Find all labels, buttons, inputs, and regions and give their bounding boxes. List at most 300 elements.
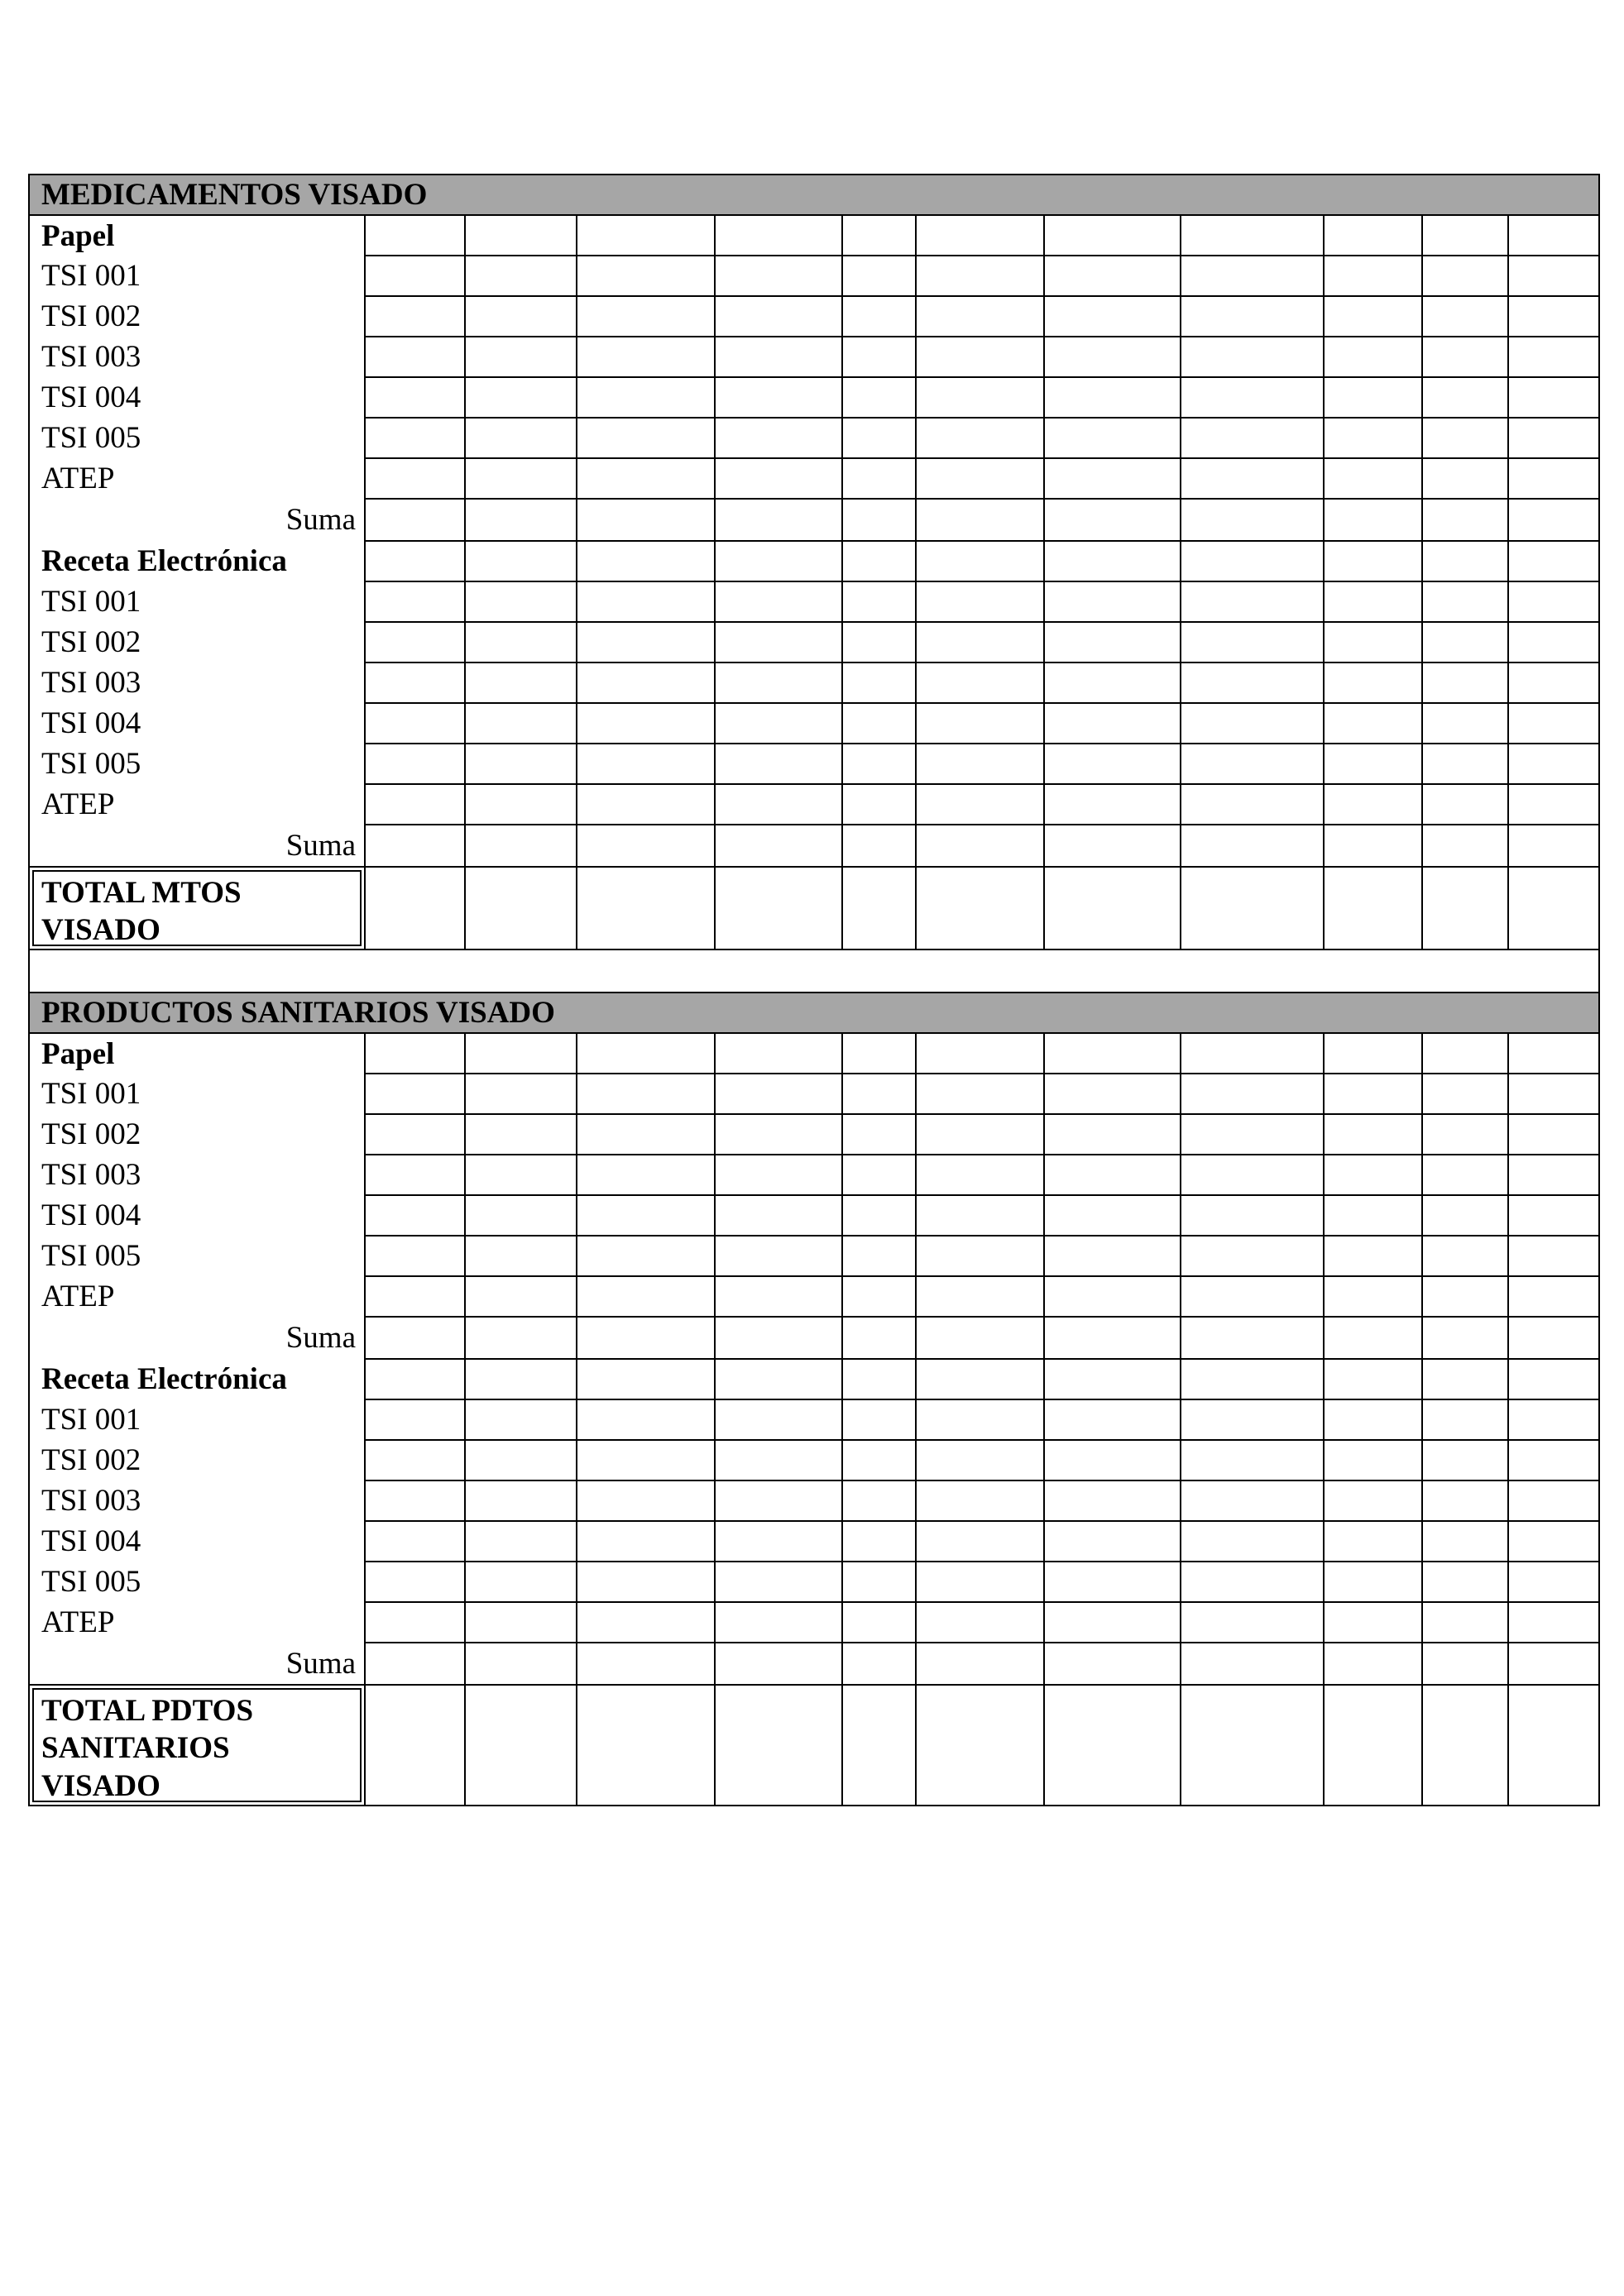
row-label-value-cell[interactable] — [1181, 1480, 1324, 1521]
row-label-value-cell[interactable] — [1181, 744, 1324, 784]
row-label-value-cell[interactable] — [577, 377, 715, 418]
row-label-value-cell[interactable] — [1508, 1440, 1599, 1480]
total-value-cell[interactable] — [1508, 867, 1599, 949]
row-label-value-cell[interactable] — [1422, 1440, 1508, 1480]
total-value-cell[interactable] — [577, 1685, 715, 1805]
row-label-value-cell[interactable] — [1422, 662, 1508, 703]
group-heading-value-cell[interactable] — [1181, 541, 1324, 581]
row-label-value-cell[interactable] — [916, 337, 1044, 377]
total-value-cell[interactable] — [715, 1685, 842, 1805]
row-label-value-cell[interactable] — [1181, 622, 1324, 662]
row-label-value-cell[interactable] — [1324, 1074, 1422, 1114]
sum-label-value-cell[interactable] — [1324, 825, 1422, 867]
row-label-value-cell[interactable] — [365, 458, 465, 499]
row-label-value-cell[interactable] — [1508, 703, 1599, 744]
row-label-value-cell[interactable] — [916, 418, 1044, 458]
row-label-value-cell[interactable] — [1422, 1074, 1508, 1114]
group-heading-value-cell[interactable] — [1044, 1033, 1181, 1074]
row-label-value-cell[interactable] — [1181, 1276, 1324, 1317]
row-label-value-cell[interactable] — [1324, 337, 1422, 377]
sum-label-value-cell[interactable] — [365, 825, 465, 867]
sum-label-value-cell[interactable] — [1508, 825, 1599, 867]
row-label-value-cell[interactable] — [577, 1155, 715, 1195]
sum-label-value-cell[interactable] — [465, 1317, 577, 1359]
row-label-value-cell[interactable] — [577, 296, 715, 337]
group-heading-value-cell[interactable] — [1422, 1359, 1508, 1399]
sum-label-value-cell[interactable] — [1508, 1643, 1599, 1685]
sum-label-value-cell[interactable] — [715, 499, 842, 541]
group-heading-value-cell[interactable] — [1181, 215, 1324, 256]
total-value-cell[interactable] — [1508, 1685, 1599, 1805]
row-label-value-cell[interactable] — [1508, 784, 1599, 825]
row-label-value-cell[interactable] — [916, 377, 1044, 418]
row-label-value-cell[interactable] — [842, 581, 916, 622]
row-label-value-cell[interactable] — [365, 1114, 465, 1155]
row-label-value-cell[interactable] — [842, 1562, 916, 1602]
row-label-value-cell[interactable] — [1324, 256, 1422, 296]
row-label-value-cell[interactable] — [916, 1562, 1044, 1602]
row-label-value-cell[interactable] — [465, 1114, 577, 1155]
row-label-value-cell[interactable] — [365, 1399, 465, 1440]
sum-label-value-cell[interactable] — [365, 499, 465, 541]
row-label-value-cell[interactable] — [842, 256, 916, 296]
row-label-value-cell[interactable] — [1508, 662, 1599, 703]
row-label-value-cell[interactable] — [1324, 1195, 1422, 1236]
sum-label-value-cell[interactable] — [715, 1643, 842, 1685]
row-label-value-cell[interactable] — [1508, 377, 1599, 418]
sum-label-value-cell[interactable] — [465, 825, 577, 867]
row-label-value-cell[interactable] — [465, 662, 577, 703]
row-label-value-cell[interactable] — [916, 1399, 1044, 1440]
row-label-value-cell[interactable] — [916, 1236, 1044, 1276]
row-label-value-cell[interactable] — [1044, 1074, 1181, 1114]
row-label-value-cell[interactable] — [1324, 1521, 1422, 1562]
group-heading-value-cell[interactable] — [1324, 1359, 1422, 1399]
row-label-value-cell[interactable] — [577, 1480, 715, 1521]
row-label-value-cell[interactable] — [1508, 418, 1599, 458]
row-label-value-cell[interactable] — [365, 1195, 465, 1236]
group-heading-value-cell[interactable] — [715, 541, 842, 581]
row-label-value-cell[interactable] — [1324, 622, 1422, 662]
row-label-value-cell[interactable] — [1044, 1276, 1181, 1317]
row-label-value-cell[interactable] — [916, 458, 1044, 499]
row-label-value-cell[interactable] — [1422, 784, 1508, 825]
row-label-value-cell[interactable] — [577, 1399, 715, 1440]
row-label-value-cell[interactable] — [1324, 1602, 1422, 1643]
sum-label-value-cell[interactable] — [842, 1643, 916, 1685]
sum-label-value-cell[interactable] — [715, 1317, 842, 1359]
total-value-cell[interactable] — [1181, 1685, 1324, 1805]
row-label-value-cell[interactable] — [1508, 1155, 1599, 1195]
sum-label-value-cell[interactable] — [365, 1643, 465, 1685]
row-label-value-cell[interactable] — [577, 1074, 715, 1114]
row-label-value-cell[interactable] — [1422, 581, 1508, 622]
group-heading-value-cell[interactable] — [577, 541, 715, 581]
row-label-value-cell[interactable] — [1044, 784, 1181, 825]
row-label-value-cell[interactable] — [715, 1562, 842, 1602]
row-label-value-cell[interactable] — [577, 622, 715, 662]
row-label-value-cell[interactable] — [715, 622, 842, 662]
row-label-value-cell[interactable] — [577, 256, 715, 296]
total-value-cell[interactable] — [1422, 867, 1508, 949]
row-label-value-cell[interactable] — [916, 296, 1044, 337]
row-label-value-cell[interactable] — [1324, 581, 1422, 622]
group-heading-value-cell[interactable] — [365, 215, 465, 256]
row-label-value-cell[interactable] — [1181, 337, 1324, 377]
row-label-value-cell[interactable] — [1181, 1562, 1324, 1602]
sum-label-value-cell[interactable] — [577, 1643, 715, 1685]
sum-label-value-cell[interactable] — [465, 499, 577, 541]
row-label-value-cell[interactable] — [577, 1276, 715, 1317]
row-label-value-cell[interactable] — [916, 1155, 1044, 1195]
row-label-value-cell[interactable] — [1181, 581, 1324, 622]
row-label-value-cell[interactable] — [1508, 1602, 1599, 1643]
group-heading-value-cell[interactable] — [365, 1359, 465, 1399]
total-value-cell[interactable] — [842, 1685, 916, 1805]
group-heading-value-cell[interactable] — [715, 215, 842, 256]
group-heading-value-cell[interactable] — [1508, 1033, 1599, 1074]
row-label-value-cell[interactable] — [1422, 744, 1508, 784]
row-label-value-cell[interactable] — [1422, 1480, 1508, 1521]
group-heading-value-cell[interactable] — [1044, 1359, 1181, 1399]
sum-label-value-cell[interactable] — [715, 825, 842, 867]
row-label-value-cell[interactable] — [1324, 1440, 1422, 1480]
group-heading-value-cell[interactable] — [1422, 215, 1508, 256]
row-label-value-cell[interactable] — [1422, 418, 1508, 458]
row-label-value-cell[interactable] — [465, 337, 577, 377]
row-label-value-cell[interactable] — [1044, 1114, 1181, 1155]
total-value-cell[interactable] — [577, 867, 715, 949]
row-label-value-cell[interactable] — [577, 337, 715, 377]
group-heading-value-cell[interactable] — [1324, 541, 1422, 581]
row-label-value-cell[interactable] — [715, 296, 842, 337]
row-label-value-cell[interactable] — [842, 662, 916, 703]
row-label-value-cell[interactable] — [1508, 1114, 1599, 1155]
sum-label-value-cell[interactable] — [1508, 499, 1599, 541]
row-label-value-cell[interactable] — [842, 1521, 916, 1562]
row-label-value-cell[interactable] — [1422, 1562, 1508, 1602]
sum-label-value-cell[interactable] — [1044, 1643, 1181, 1685]
row-label-value-cell[interactable] — [365, 418, 465, 458]
sum-label-value-cell[interactable] — [1324, 1643, 1422, 1685]
row-label-value-cell[interactable] — [1044, 744, 1181, 784]
row-label-value-cell[interactable] — [465, 1480, 577, 1521]
row-label-value-cell[interactable] — [465, 1195, 577, 1236]
row-label-value-cell[interactable] — [715, 337, 842, 377]
row-label-value-cell[interactable] — [1324, 744, 1422, 784]
group-heading-value-cell[interactable] — [577, 1359, 715, 1399]
row-label-value-cell[interactable] — [916, 1114, 1044, 1155]
row-label-value-cell[interactable] — [1422, 622, 1508, 662]
row-label-value-cell[interactable] — [465, 377, 577, 418]
row-label-value-cell[interactable] — [916, 784, 1044, 825]
sum-label-value-cell[interactable] — [577, 1317, 715, 1359]
row-label-value-cell[interactable] — [365, 784, 465, 825]
row-label-value-cell[interactable] — [1324, 1399, 1422, 1440]
total-value-cell[interactable] — [1324, 1685, 1422, 1805]
row-label-value-cell[interactable] — [916, 1480, 1044, 1521]
row-label-value-cell[interactable] — [715, 377, 842, 418]
total-value-cell[interactable] — [365, 1685, 465, 1805]
total-value-cell[interactable] — [1044, 867, 1181, 949]
row-label-value-cell[interactable] — [715, 1195, 842, 1236]
row-label-value-cell[interactable] — [1508, 1276, 1599, 1317]
row-label-value-cell[interactable] — [1324, 662, 1422, 703]
group-heading-value-cell[interactable] — [916, 215, 1044, 256]
sum-label-value-cell[interactable] — [1181, 1317, 1324, 1359]
sum-label-value-cell[interactable] — [1181, 1643, 1324, 1685]
row-label-value-cell[interactable] — [1181, 703, 1324, 744]
row-label-value-cell[interactable] — [1044, 1521, 1181, 1562]
group-heading-value-cell[interactable] — [916, 1359, 1044, 1399]
row-label-value-cell[interactable] — [1324, 784, 1422, 825]
row-label-value-cell[interactable] — [715, 1602, 842, 1643]
row-label-value-cell[interactable] — [1044, 418, 1181, 458]
row-label-value-cell[interactable] — [916, 1074, 1044, 1114]
row-label-value-cell[interactable] — [916, 1602, 1044, 1643]
row-label-value-cell[interactable] — [1508, 1521, 1599, 1562]
row-label-value-cell[interactable] — [715, 256, 842, 296]
row-label-value-cell[interactable] — [1181, 784, 1324, 825]
row-label-value-cell[interactable] — [916, 622, 1044, 662]
row-label-value-cell[interactable] — [916, 1195, 1044, 1236]
row-label-value-cell[interactable] — [465, 256, 577, 296]
row-label-value-cell[interactable] — [365, 256, 465, 296]
row-label-value-cell[interactable] — [715, 1114, 842, 1155]
row-label-value-cell[interactable] — [1044, 1195, 1181, 1236]
sum-label-value-cell[interactable] — [1044, 1317, 1181, 1359]
row-label-value-cell[interactable] — [715, 1480, 842, 1521]
row-label-value-cell[interactable] — [1044, 256, 1181, 296]
row-label-value-cell[interactable] — [365, 1276, 465, 1317]
row-label-value-cell[interactable] — [1044, 337, 1181, 377]
row-label-value-cell[interactable] — [1422, 1602, 1508, 1643]
row-label-value-cell[interactable] — [1181, 377, 1324, 418]
row-label-value-cell[interactable] — [916, 581, 1044, 622]
row-label-value-cell[interactable] — [1508, 337, 1599, 377]
row-label-value-cell[interactable] — [1181, 1195, 1324, 1236]
row-label-value-cell[interactable] — [1044, 377, 1181, 418]
row-label-value-cell[interactable] — [465, 744, 577, 784]
group-heading-value-cell[interactable] — [916, 1033, 1044, 1074]
group-heading-value-cell[interactable] — [916, 541, 1044, 581]
row-label-value-cell[interactable] — [1044, 622, 1181, 662]
group-heading-value-cell[interactable] — [1181, 1359, 1324, 1399]
group-heading-value-cell[interactable] — [365, 541, 465, 581]
row-label-value-cell[interactable] — [365, 337, 465, 377]
row-label-value-cell[interactable] — [715, 744, 842, 784]
row-label-value-cell[interactable] — [365, 622, 465, 662]
row-label-value-cell[interactable] — [715, 703, 842, 744]
row-label-value-cell[interactable] — [1422, 1114, 1508, 1155]
sum-label-value-cell[interactable] — [916, 499, 1044, 541]
row-label-value-cell[interactable] — [1324, 418, 1422, 458]
row-label-value-cell[interactable] — [577, 744, 715, 784]
sum-label-value-cell[interactable] — [842, 825, 916, 867]
group-heading-value-cell[interactable] — [715, 1033, 842, 1074]
row-label-value-cell[interactable] — [1044, 1440, 1181, 1480]
row-label-value-cell[interactable] — [916, 662, 1044, 703]
row-label-value-cell[interactable] — [465, 296, 577, 337]
row-label-value-cell[interactable] — [1508, 296, 1599, 337]
group-heading-value-cell[interactable] — [842, 1033, 916, 1074]
row-label-value-cell[interactable] — [577, 1440, 715, 1480]
row-label-value-cell[interactable] — [577, 1114, 715, 1155]
row-label-value-cell[interactable] — [365, 703, 465, 744]
row-label-value-cell[interactable] — [365, 581, 465, 622]
row-label-value-cell[interactable] — [1324, 1155, 1422, 1195]
row-label-value-cell[interactable] — [842, 1114, 916, 1155]
row-label-value-cell[interactable] — [842, 1440, 916, 1480]
row-label-value-cell[interactable] — [1422, 296, 1508, 337]
row-label-value-cell[interactable] — [1181, 1114, 1324, 1155]
row-label-value-cell[interactable] — [577, 1562, 715, 1602]
sum-label-value-cell[interactable] — [1044, 499, 1181, 541]
row-label-value-cell[interactable] — [365, 744, 465, 784]
row-label-value-cell[interactable] — [715, 581, 842, 622]
row-label-value-cell[interactable] — [465, 1602, 577, 1643]
row-label-value-cell[interactable] — [842, 1236, 916, 1276]
row-label-value-cell[interactable] — [465, 1562, 577, 1602]
row-label-value-cell[interactable] — [1044, 296, 1181, 337]
row-label-value-cell[interactable] — [577, 703, 715, 744]
row-label-value-cell[interactable] — [1508, 622, 1599, 662]
row-label-value-cell[interactable] — [1422, 1155, 1508, 1195]
sum-label-value-cell[interactable] — [1422, 499, 1508, 541]
row-label-value-cell[interactable] — [1181, 1236, 1324, 1276]
total-value-cell[interactable] — [465, 1685, 577, 1805]
row-label-value-cell[interactable] — [577, 581, 715, 622]
row-label-value-cell[interactable] — [842, 1480, 916, 1521]
row-label-value-cell[interactable] — [465, 581, 577, 622]
row-label-value-cell[interactable] — [1422, 377, 1508, 418]
row-label-value-cell[interactable] — [577, 1602, 715, 1643]
row-label-value-cell[interactable] — [465, 622, 577, 662]
row-label-value-cell[interactable] — [1422, 1399, 1508, 1440]
row-label-value-cell[interactable] — [465, 1276, 577, 1317]
row-label-value-cell[interactable] — [365, 1602, 465, 1643]
row-label-value-cell[interactable] — [842, 1602, 916, 1643]
row-label-value-cell[interactable] — [715, 1276, 842, 1317]
row-label-value-cell[interactable] — [1422, 703, 1508, 744]
row-label-value-cell[interactable] — [1324, 703, 1422, 744]
row-label-value-cell[interactable] — [1044, 1562, 1181, 1602]
row-label-value-cell[interactable] — [365, 1440, 465, 1480]
row-label-value-cell[interactable] — [1181, 1074, 1324, 1114]
total-value-cell[interactable] — [715, 867, 842, 949]
row-label-value-cell[interactable] — [842, 377, 916, 418]
group-heading-value-cell[interactable] — [465, 1033, 577, 1074]
sum-label-value-cell[interactable] — [1324, 499, 1422, 541]
row-label-value-cell[interactable] — [1324, 458, 1422, 499]
row-label-value-cell[interactable] — [1508, 1195, 1599, 1236]
row-label-value-cell[interactable] — [715, 1236, 842, 1276]
group-heading-value-cell[interactable] — [1508, 215, 1599, 256]
row-label-value-cell[interactable] — [842, 458, 916, 499]
row-label-value-cell[interactable] — [1044, 458, 1181, 499]
row-label-value-cell[interactable] — [365, 1521, 465, 1562]
row-label-value-cell[interactable] — [1324, 1562, 1422, 1602]
row-label-value-cell[interactable] — [842, 418, 916, 458]
sum-label-value-cell[interactable] — [1422, 825, 1508, 867]
group-heading-value-cell[interactable] — [1181, 1033, 1324, 1074]
row-label-value-cell[interactable] — [1324, 1276, 1422, 1317]
row-label-value-cell[interactable] — [842, 784, 916, 825]
row-label-value-cell[interactable] — [465, 1236, 577, 1276]
row-label-value-cell[interactable] — [715, 1521, 842, 1562]
row-label-value-cell[interactable] — [916, 744, 1044, 784]
row-label-value-cell[interactable] — [1181, 1440, 1324, 1480]
row-label-value-cell[interactable] — [842, 744, 916, 784]
group-heading-value-cell[interactable] — [1422, 541, 1508, 581]
row-label-value-cell[interactable] — [577, 1521, 715, 1562]
sum-label-value-cell[interactable] — [916, 825, 1044, 867]
group-heading-value-cell[interactable] — [1422, 1033, 1508, 1074]
group-heading-value-cell[interactable] — [1324, 1033, 1422, 1074]
group-heading-value-cell[interactable] — [465, 541, 577, 581]
total-value-cell[interactable] — [842, 867, 916, 949]
sum-label-value-cell[interactable] — [916, 1317, 1044, 1359]
row-label-value-cell[interactable] — [1324, 377, 1422, 418]
row-label-value-cell[interactable] — [1324, 1114, 1422, 1155]
row-label-value-cell[interactable] — [465, 1155, 577, 1195]
row-label-value-cell[interactable] — [1508, 1480, 1599, 1521]
row-label-value-cell[interactable] — [842, 337, 916, 377]
row-label-value-cell[interactable] — [1422, 1236, 1508, 1276]
row-label-value-cell[interactable] — [1508, 1236, 1599, 1276]
group-heading-value-cell[interactable] — [577, 215, 715, 256]
group-heading-value-cell[interactable] — [1324, 215, 1422, 256]
sum-label-value-cell[interactable] — [916, 1643, 1044, 1685]
row-label-value-cell[interactable] — [1324, 1480, 1422, 1521]
row-label-value-cell[interactable] — [365, 1480, 465, 1521]
row-label-value-cell[interactable] — [365, 1562, 465, 1602]
row-label-value-cell[interactable] — [577, 458, 715, 499]
row-label-value-cell[interactable] — [916, 256, 1044, 296]
row-label-value-cell[interactable] — [916, 1276, 1044, 1317]
row-label-value-cell[interactable] — [1044, 1155, 1181, 1195]
row-label-value-cell[interactable] — [715, 662, 842, 703]
sum-label-value-cell[interactable] — [577, 825, 715, 867]
row-label-value-cell[interactable] — [577, 662, 715, 703]
row-label-value-cell[interactable] — [842, 1074, 916, 1114]
sum-label-value-cell[interactable] — [1181, 825, 1324, 867]
row-label-value-cell[interactable] — [1508, 581, 1599, 622]
group-heading-value-cell[interactable] — [842, 215, 916, 256]
total-value-cell[interactable] — [916, 1685, 1044, 1805]
row-label-value-cell[interactable] — [1044, 1602, 1181, 1643]
row-label-value-cell[interactable] — [916, 1440, 1044, 1480]
row-label-value-cell[interactable] — [1324, 296, 1422, 337]
group-heading-value-cell[interactable] — [842, 1359, 916, 1399]
sum-label-value-cell[interactable] — [842, 499, 916, 541]
row-label-value-cell[interactable] — [1181, 256, 1324, 296]
row-label-value-cell[interactable] — [577, 784, 715, 825]
sum-label-value-cell[interactable] — [1508, 1317, 1599, 1359]
group-heading-value-cell[interactable] — [1044, 215, 1181, 256]
row-label-value-cell[interactable] — [1044, 1480, 1181, 1521]
total-value-cell[interactable] — [1324, 867, 1422, 949]
total-value-cell[interactable] — [365, 867, 465, 949]
row-label-value-cell[interactable] — [577, 418, 715, 458]
row-label-value-cell[interactable] — [715, 1399, 842, 1440]
group-heading-value-cell[interactable] — [465, 215, 577, 256]
row-label-value-cell[interactable] — [365, 377, 465, 418]
sum-label-value-cell[interactable] — [1422, 1317, 1508, 1359]
group-heading-value-cell[interactable] — [365, 1033, 465, 1074]
total-value-cell[interactable] — [1181, 867, 1324, 949]
group-heading-value-cell[interactable] — [1508, 1359, 1599, 1399]
